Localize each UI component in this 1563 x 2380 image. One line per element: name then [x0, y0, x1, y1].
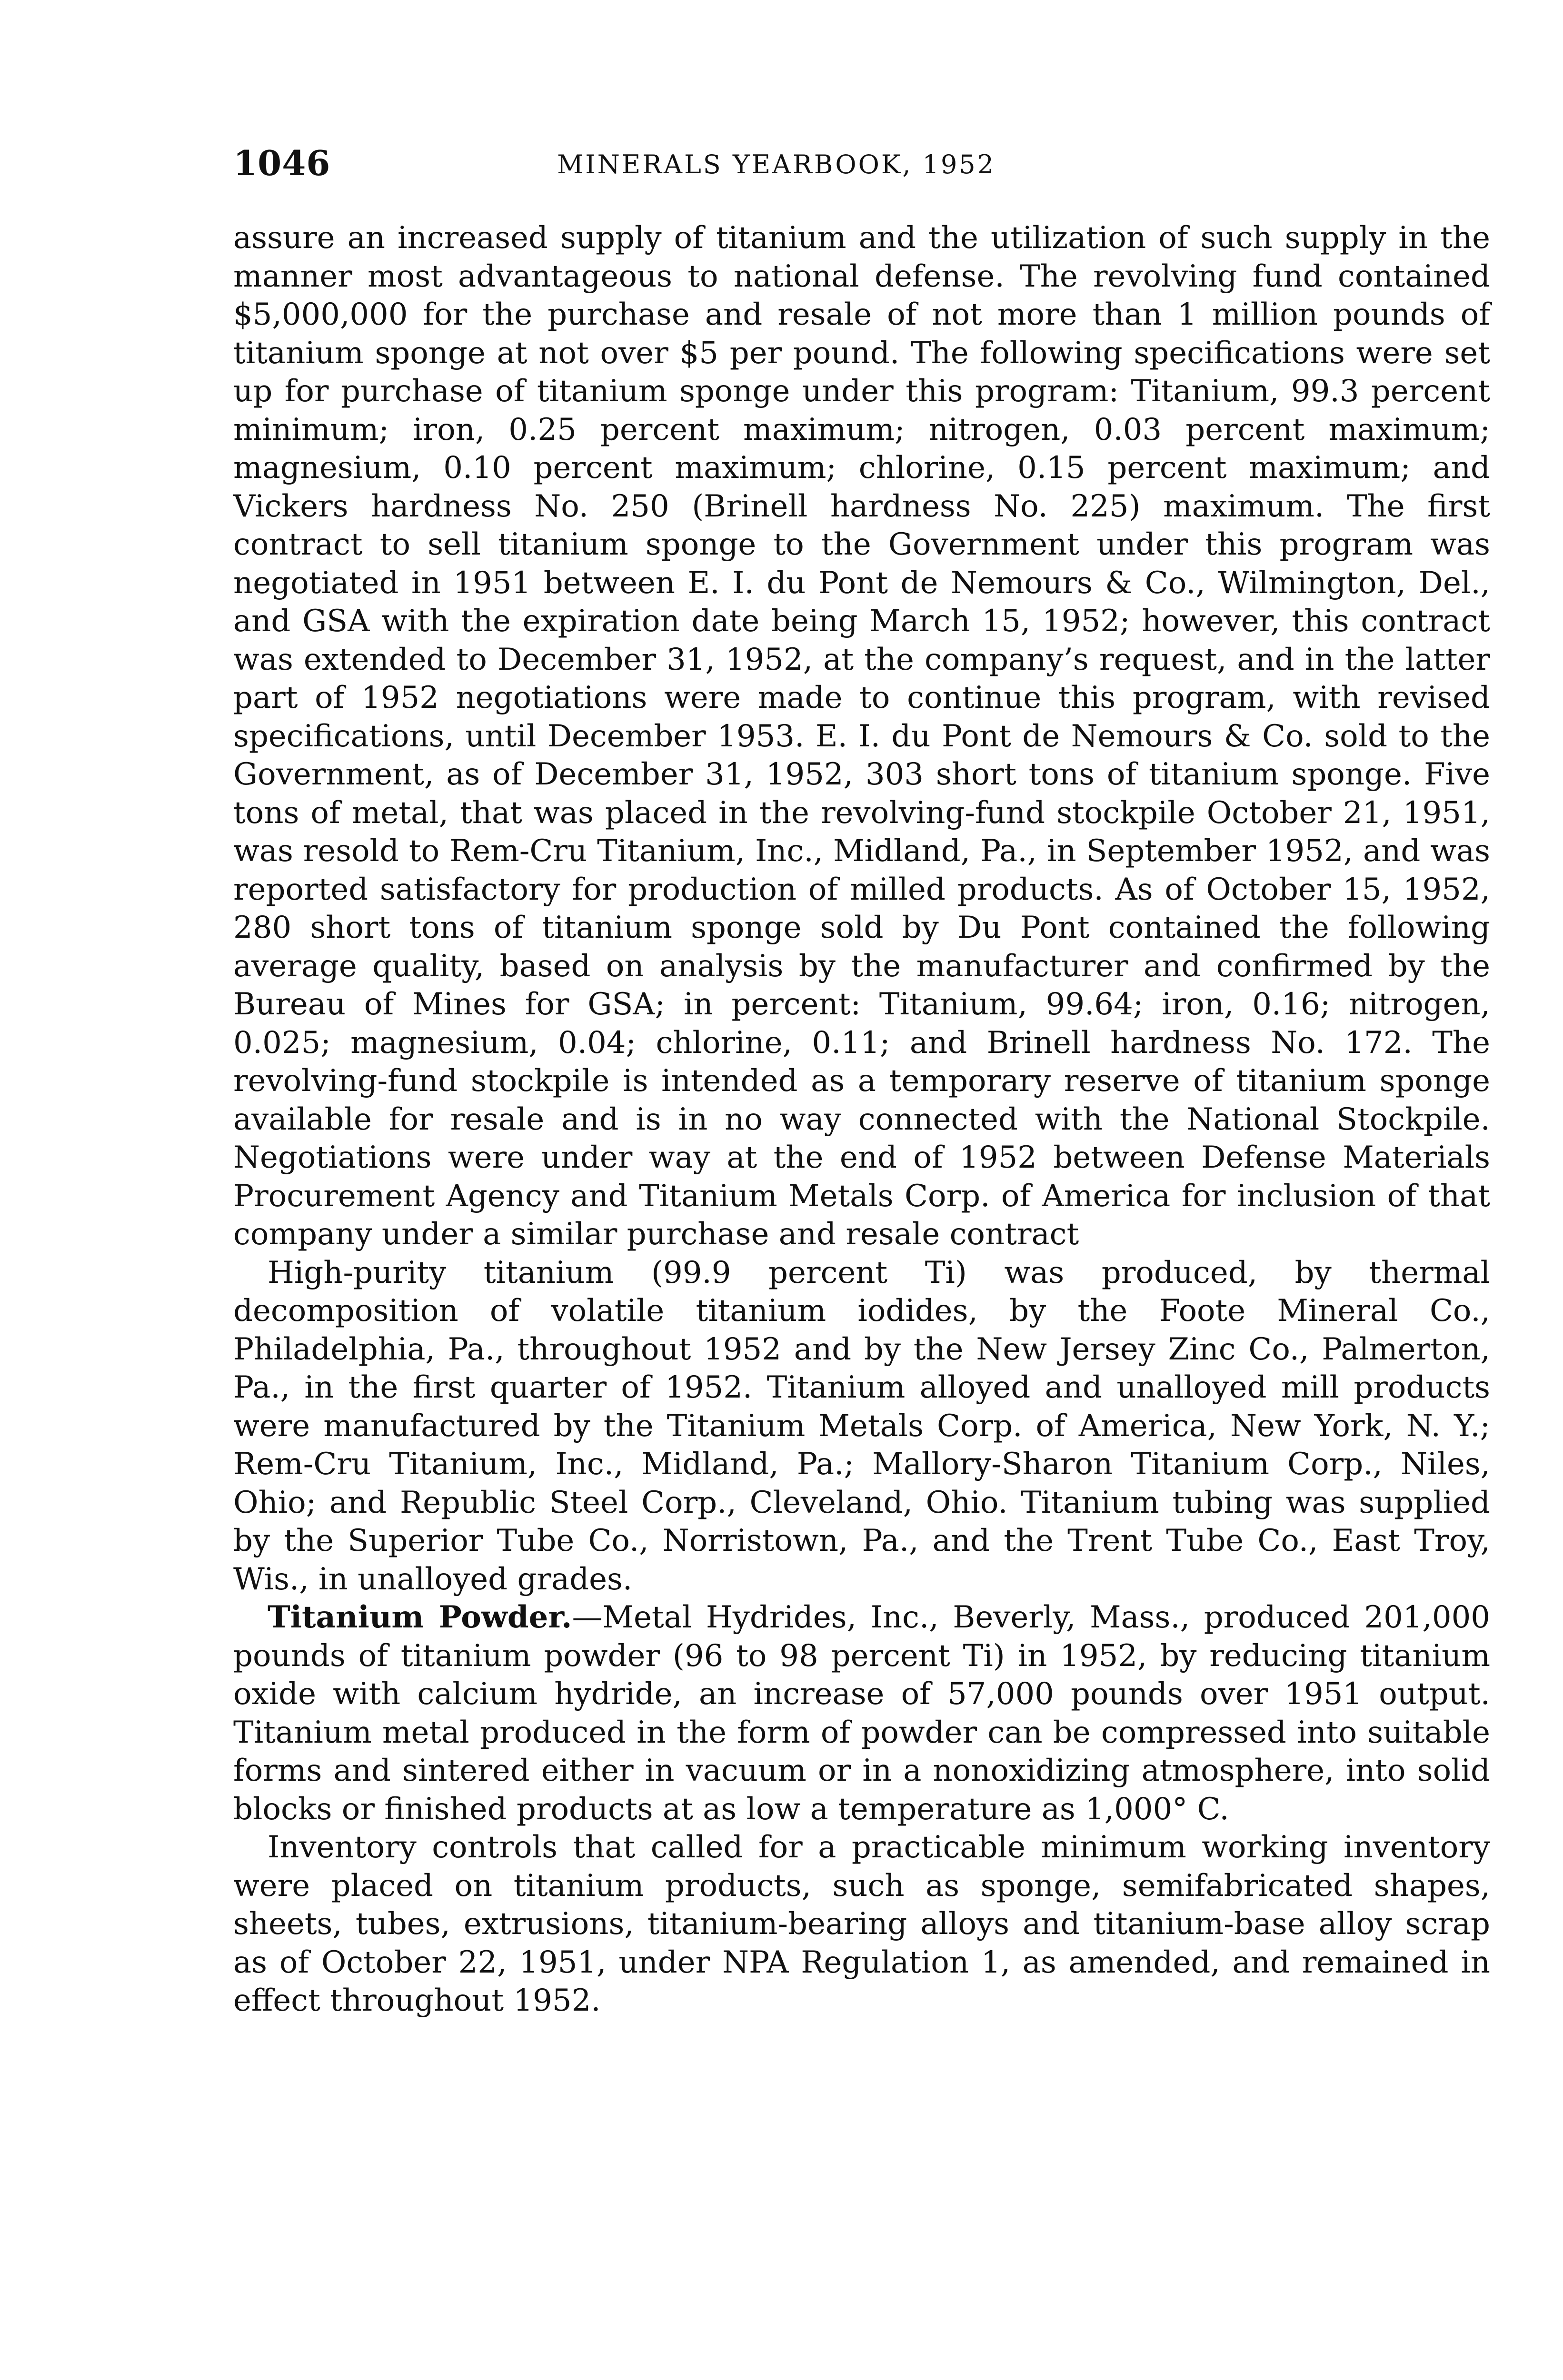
body-text	[233, 219, 1490, 2020]
paragraph-continuation: assure an increased supply of titanium and the utilization of such supply in the manner most advantageous to national defense. The revolving fund contained $5,000,000 for the purchase and resale of not more than 1 million pounds of titanium sponge at not over $5 per pound. The following specifications were set up for purchase of titanium sponge under this program: Titanium, 99.3 percent minimum; iron, 0.25 percent maximum; nitrogen, 0.03 percent maximum; magnesium, 0.10 percent maximum; chlorine, 0.15 percent maximum; and Vickers hardness No. 250 (Brinell hardness No. 225) maximum. The first contract to sell titanium sponge to the Government under this program was negotiated in 1951 between E. I. du Pont de Nemours & Co., Wilmington, Del., and GSA with the expiration date being March 15, 1952; however, this contract was extended to December 31, 1952, at the company’s request, and in the latter part of 1952 negotiations were made to continue this program, with revised specifications, until December 1953. E. I. du Pont de Nemours & Co. sold to the Government, as of December 31, 1952, 303 short tons of titanium sponge. Five tons of metal, that was placed in the revolving-fund stockpile October 21, 1951, was resold to Rem-Cru Titanium, Inc., Midland, Pa., in September 1952, and was reported satisfactory for production of milled products. As of October 15, 1952, 280 short tons of titanium sponge sold by Du Pont contained the following average quality, based on analysis by the manufacturer and confirmed by the Bureau of Mines for GSA; in percent: Titanium, 99.64; iron, 0.16; nitrogen, 0.025; magnesium, 0.04; chlorine, 0.11; and Brinell hardness No. 172. The revolving-fund stockpile is intended as a temporary reserve of titanium sponge available for resale and is in no way connected with the National Stockpile. Negotiations were under way at the end of 1952 between Defense Materials Procurement Agency and Titanium Metals Corp. of America for inclusion of that company under a similar purchase and resale contract	[233, 220, 1490, 1252]
paragraph-inventory-controls: Inventory controls that called for a practicable minimum working inventory were placed on titanium products, such as sponge, semifabricated shapes, sheets, tubes, extrusions, titanium-bearing alloys and titanium-base alloy scrap as of October 22, 1951, under NPA Regulation 1, as amended, and remained in effect throughout 1952.	[233, 1830, 1490, 2018]
page-number: 1046	[233, 143, 331, 183]
running-header	[233, 143, 1490, 190]
page	[233, 143, 1490, 2020]
paragraph-high-purity-titanium: High-purity titanium (99.9 percent Ti) was produced, by thermal decomposition of volatile titanium iodides, by the Foote Mineral Co., Philadelphia, Pa., throughout 1952 and by the New Jersey Zinc Co., Palmerton, Pa., in the first quarter of 1952. Titanium alloyed and unalloyed mill products were manufactured by the Titanium Metals Corp. of America, New York, N. Y.; Rem-Cru Titanium, Inc., Midland, Pa.; Mallory-Sharon Titanium Corp., Niles, Ohio; and Republic Steel Corp., Cleveland, Ohio. Titanium tubing was supplied by the Superior Tube Co., Norristown, Pa., and the Trent Tube Co., East Troy, Wis., in unalloyed grades.	[233, 1255, 1490, 1597]
run-in-heading-titanium-powder: Titanium Powder.	[268, 1599, 572, 1635]
paragraph-titanium-powder	[233, 1598, 1490, 1828]
running-title: MINERALS YEARBOOK, 1952	[557, 149, 996, 179]
paragraph-titanium-powder-text: —Metal Hydrides, Inc., Beverly, Mass., produced 201,000 pounds of titanium powder (96 to 98 percent Ti) in 1952, by reducing titanium oxide with calcium hydride, an increase of 57,000 pounds over 1951 output. Titanium metal produced in the form of powder can be compressed into suitable forms and sintered either in vacuum or in a nonoxidizing atmosphere, into solid blocks or finished products at as low a temperature as 1,000° C.	[233, 1600, 1491, 1827]
